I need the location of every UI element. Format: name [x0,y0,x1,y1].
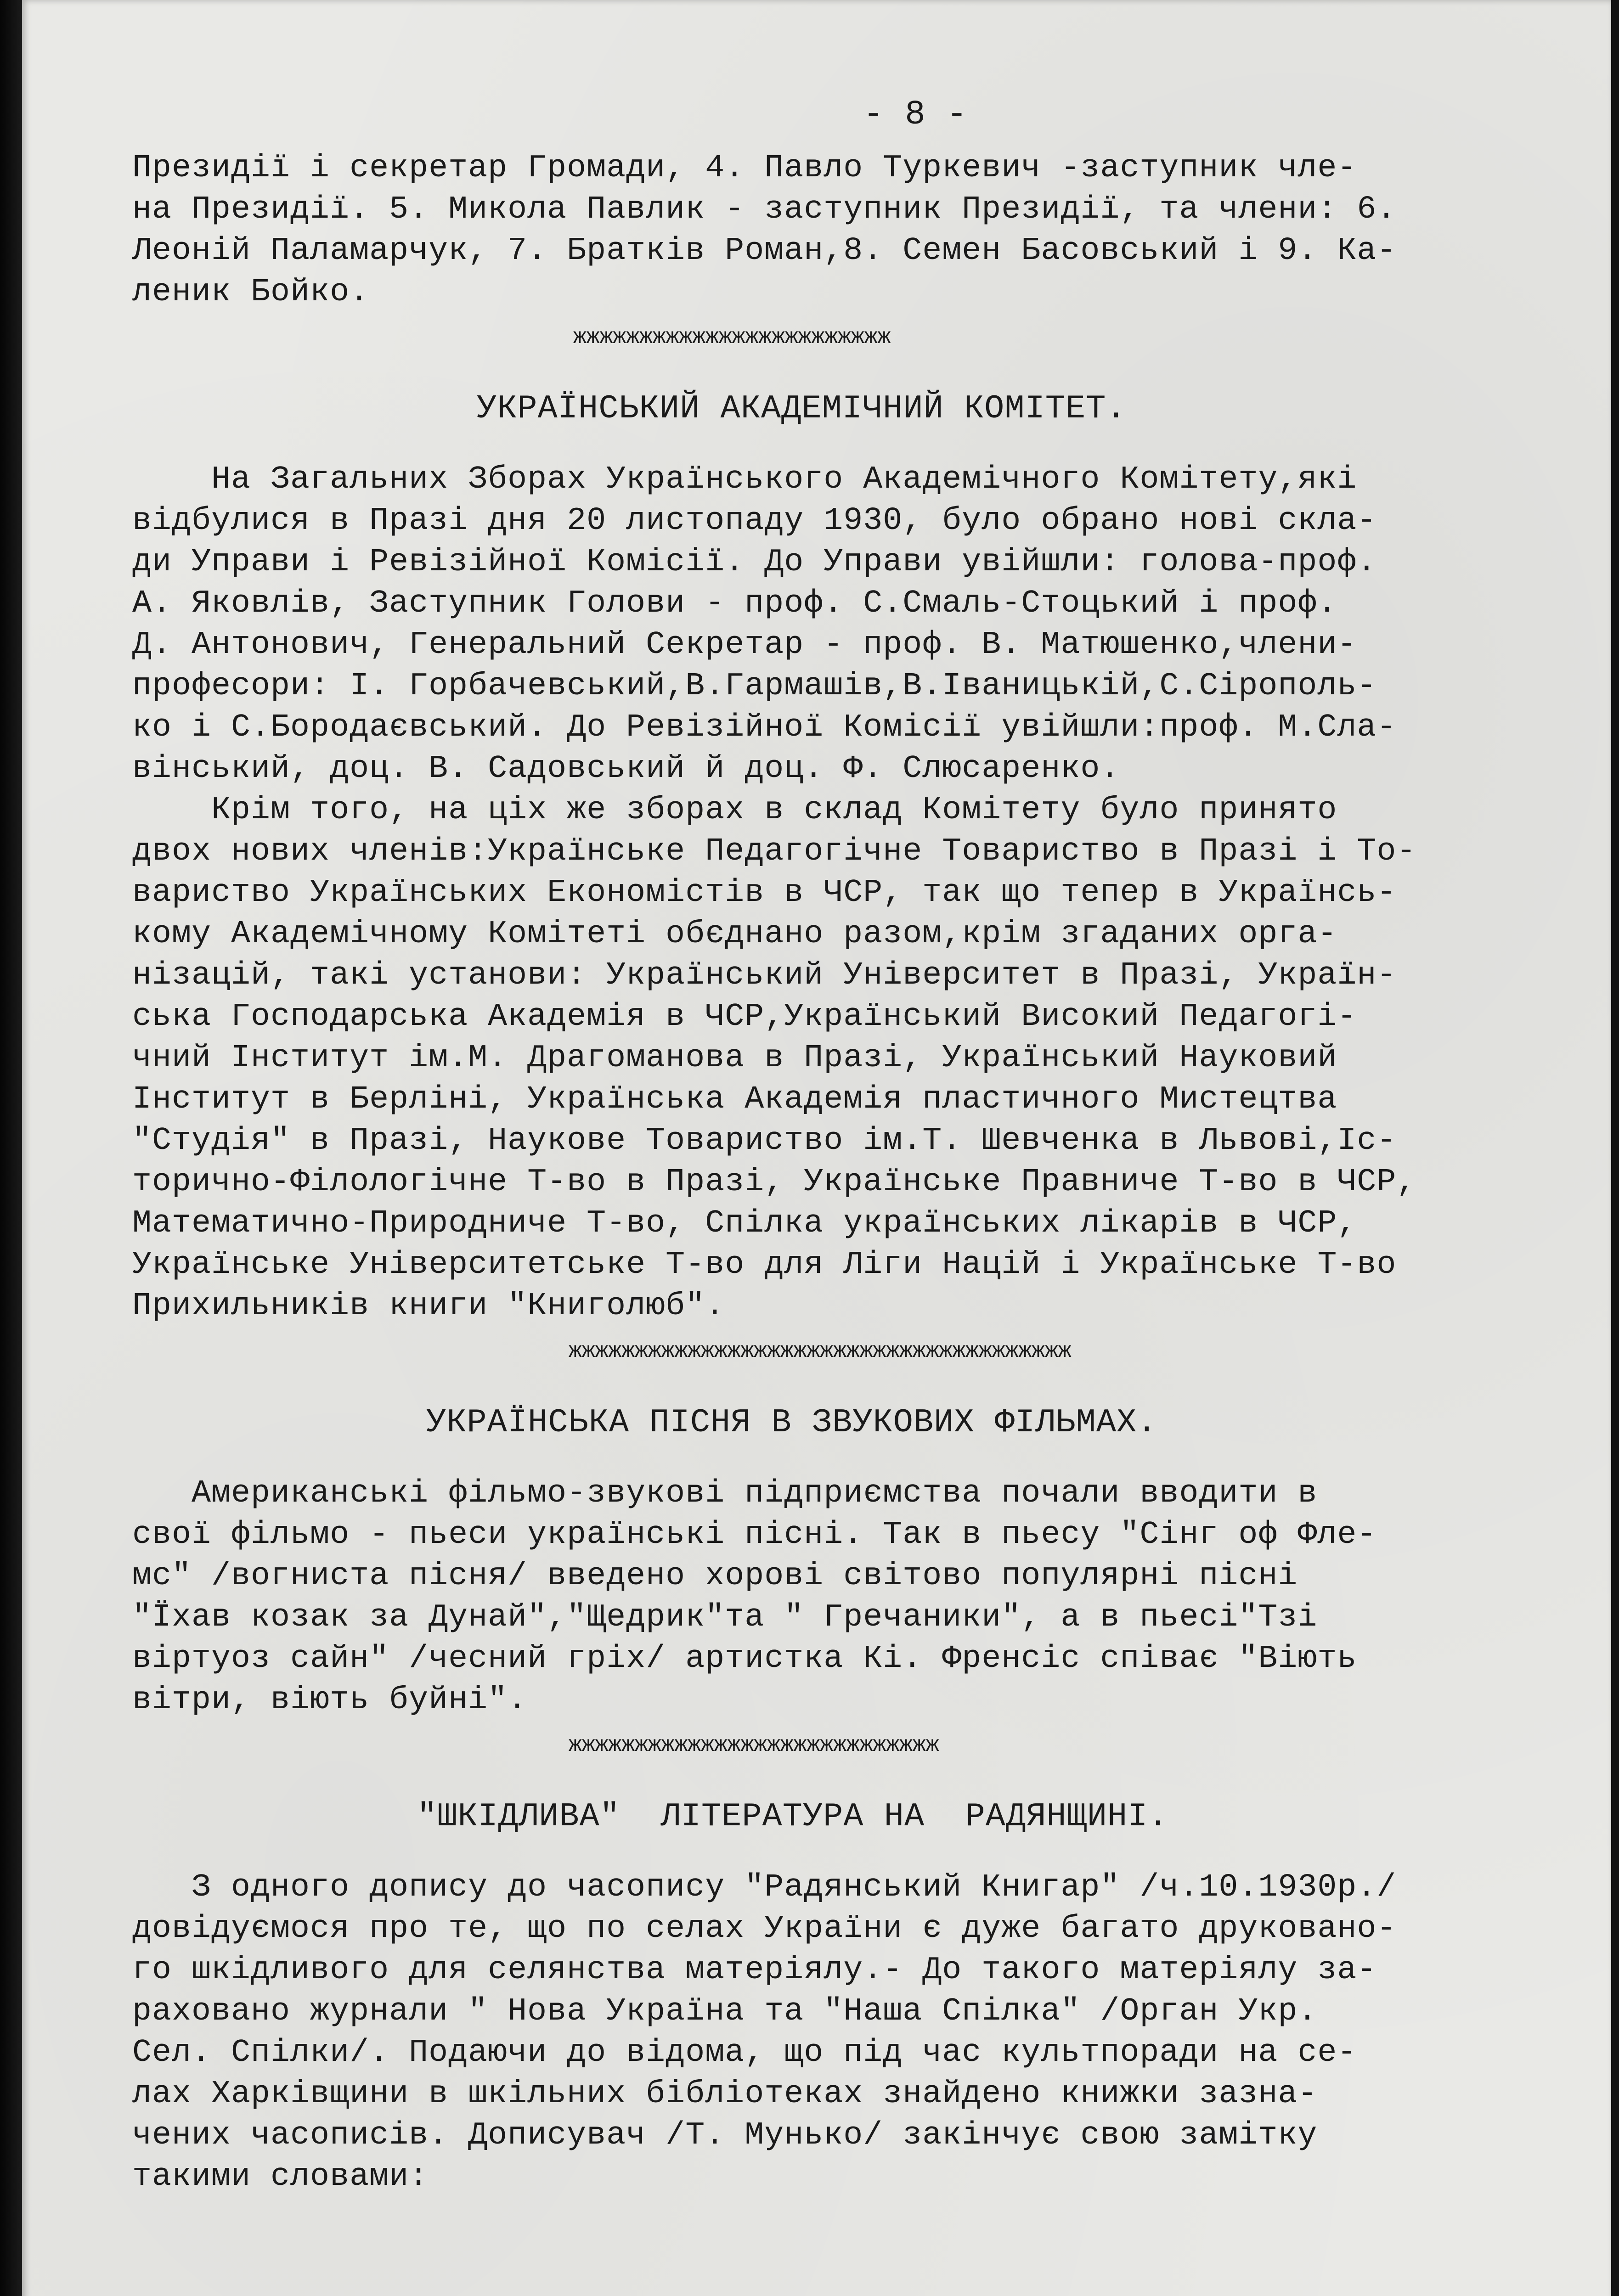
section-divider: жжжжжжжжжжжжжжжжжжжжжжжжжжжжжжжжжжжжжж [569,1339,1072,1364]
text-line: кому Академічному Комітеті обєднано разом,крім згаданих орга- [132,916,1337,952]
text-line: лах Харківщини в шкільних бібліотеках знайдено книжки зазна- [132,2076,1318,2112]
text-line: ко і С.Бородаєвський. До Ревізійної Комісії увійшли:проф. М.Сла- [132,709,1397,746]
section-heading-harmful-literature: "ШКІДЛИВА" ЛІТЕРАТУРА НА РАДЯНЩИНІ. [417,1798,1168,1835]
text-line: ди Управи і Ревізійної Комісії. До Управи увійшли: голова-проф. [132,544,1377,580]
section-heading-academic-committee: УКРАЇНСЬКИЙ АКАДЕМІЧНИЙ КОМІТЕТ. [477,390,1127,428]
text-line: Президії і секретар Громади, 4. Павло Туркевич -заступник чле- [132,150,1357,186]
document-page [22,0,1611,2296]
film-frame-right-edge [1611,0,1619,2296]
text-line: Американські фільмо-звукові підприємства почали вводити в [132,1475,1318,1512]
text-line: Інститут в Берліні, Українська Академія пластичного Мистецтва [132,1081,1337,1118]
text-line: го шкідливого для селянства матеріялу.- До такого матеріялу за- [132,1952,1377,1988]
text-line: Леоній Паламарчук, 7. Братків Роман,8. Семен Басовський і 9. Ка- [132,233,1397,269]
text-line: нізацій, такі установи: Український Університет в Празі, Україн- [132,957,1397,994]
text-line: мс" /вогниста пісня/ введено хорові світово популярні пісні [132,1558,1298,1594]
section-divider: жжжжжжжжжжжжжжжжжжжжжжжж [573,325,891,350]
intro-paragraph [132,148,1579,313]
paragraph [132,1473,1579,1721]
text-line: чених часописів. Дописувач /Т. Мунько/ закінчує свою замітку [132,2117,1318,2154]
text-line: довідуємося про те, що по селах України є дуже багато друковано- [132,1911,1397,1947]
text-line: Крім того, на ціх же зборах в склад Комітету було принято [132,792,1337,828]
paragraph [132,790,1579,1327]
text-line: на Президії. 5. Микола Павлик - заступник Президії, та члени: 6. [132,191,1397,228]
text-line: На Загальних Зборах Українського Академічного Комітету,які [132,461,1357,498]
paragraph [132,1867,1579,2198]
text-line: відбулися в Празі дня 20 листопаду 1930, було обрано нові скла- [132,503,1377,539]
paragraph [132,459,1579,790]
film-frame-left-edge [0,0,22,2296]
text-line: віртуоз сайн" /чесний гріх/ артистка Кі. Френсіс співає "Віють [132,1641,1357,1677]
text-line: такими словами: [132,2159,429,2195]
text-line: вариство Українських Економістів в ЧСР, так що тепер в Українсь- [132,875,1397,911]
text-line: професори: І. Горбачевський,В.Гармашів,В.Іваницькій,С.Сірополь- [132,668,1377,704]
text-line: А. Яковлів, Заступник Голови - проф. С.Смаль-Стоцький і проф. [132,585,1337,622]
text-line: вітри, віють буйні". [132,1682,528,1718]
text-line: ська Господарська Академія в ЧСР,Український Високий Педагогі- [132,999,1357,1035]
text-line: Українське Університетське Т-во для Ліги Націй і Українське Т-во [132,1247,1397,1283]
text-line: "Їхав козак за Дунай","Щедрик"та " Гречаники", а в пьесі"Тзі [132,1599,1318,1636]
text-line: Математично-Природниче Т-во, Спілка українських лікарів в ЧСР, [132,1205,1357,1242]
text-line: торично-Філологічне Т-во в Празі, Українське Правниче Т-во в ЧСР, [132,1164,1416,1200]
text-line: раховано журнали " Нова Україна та "Наша Спілка" /Орган Укр. [132,1993,1318,2030]
text-line: чний Інститут ім.М. Драгоманова в Празі, Український Науковий [132,1040,1337,1076]
text-line: двох нових членів:Українське Педагогічне Товариство в Празі і То- [132,833,1416,870]
text-line: свої фільмо - пьеси українські пісні. Так в пьесу "Сінг оф Фле- [132,1517,1377,1553]
text-line: "Студія" в Празі, Наукове Товариство ім.Т. Шевченка в Львові,Іс- [132,1123,1397,1159]
text-line: вінський, доц. В. Садовський й доц. Ф. Слюсаренко. [132,751,1120,787]
text-line: Сел. Спілки/. Подаючи до відома, що під час культпоради на се- [132,2035,1357,2071]
section-heading-song-in-films: УКРАЇНСЬКА ПІСНЯ В ЗВУКОВИХ ФІЛЬМАХ. [426,1404,1157,1441]
text-line: Д. Антонович, Генеральний Секретар - проф. В. Матюшенко,члени- [132,627,1357,663]
page-content [132,92,1579,2198]
page-number: - 8 - [863,96,968,134]
text-line: леник Бойко. [132,274,370,310]
text-line: Прихильників книги "Книголюб". [132,1288,725,1324]
text-line: З одного допису до часопису "Радянський Книгар" /ч.10.1930р./ [132,1869,1397,1906]
section-divider: жжжжжжжжжжжжжжжжжжжжжжжжжжжж [569,1733,939,1758]
